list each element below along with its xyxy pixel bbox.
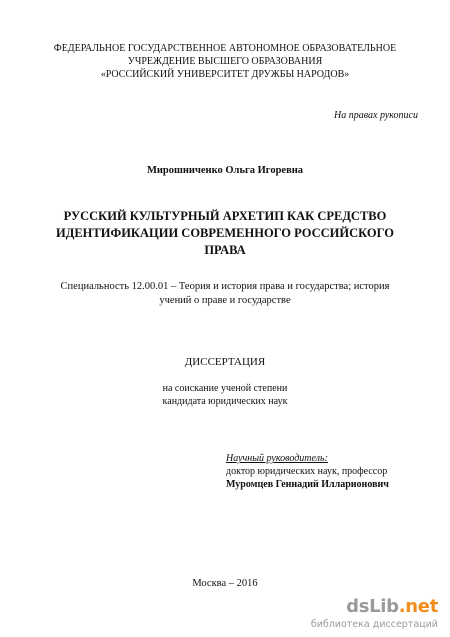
watermark-logo-accent: .net (398, 596, 438, 617)
degree-line-2: кандидата юридических наук (162, 396, 288, 407)
author-name: Мирошниченко Ольга Игоревна (146, 165, 304, 176)
specialty-line-1: Специальность 12.00.01 – Теория и история права и государства; история (60, 281, 390, 292)
city-year: Москва – 2016 (192, 578, 258, 589)
supervisor-block (226, 452, 389, 491)
manuscript-note: На правах рукописи (334, 110, 418, 121)
title-line-3: ПРАВА (204, 243, 246, 257)
supervisor-degree: доктор юридических наук, профессор (226, 466, 388, 477)
specialty-line-2: учений о праве и государстве (159, 295, 291, 306)
document-type: ДИССЕРТАЦИЯ (184, 356, 266, 368)
institution-line-2: УЧРЕЖДЕНИЕ ВЫСШЕГО ОБРАЗОВАНИЯ (127, 56, 323, 67)
title-line-1: РУССКИЙ КУЛЬТУРНЫЙ АРХЕТИП КАК СРЕДСТВО (63, 209, 387, 223)
title-line-2: ИДЕНТИФИКАЦИИ СОВРЕМЕННОГО РОССИЙСКОГО (56, 226, 394, 240)
institution-line-3: «РОССИЙСКИЙ УНИВЕРСИТЕТ ДРУЖБЫ НАРОДОВ» (100, 69, 350, 80)
watermark-logo-main: dsLib (346, 596, 399, 617)
degree-line-1: на соискание ученой степени (162, 383, 288, 394)
institution-line-1: ФЕДЕРАЛЬНОЕ ГОСУДАРСТВЕННОЕ АВТОНОМНОЕ ОБРАЗОВАТЕЛЬНОЕ (53, 43, 397, 54)
watermark-subtitle: библиотека диссертаций (310, 619, 438, 630)
supervisor-name: Муромцев Геннадий Илларионович (226, 479, 389, 490)
supervisor-label: Научный руководитель: (226, 453, 328, 464)
dslib-watermark (284, 596, 444, 634)
watermark-logo (346, 596, 438, 617)
